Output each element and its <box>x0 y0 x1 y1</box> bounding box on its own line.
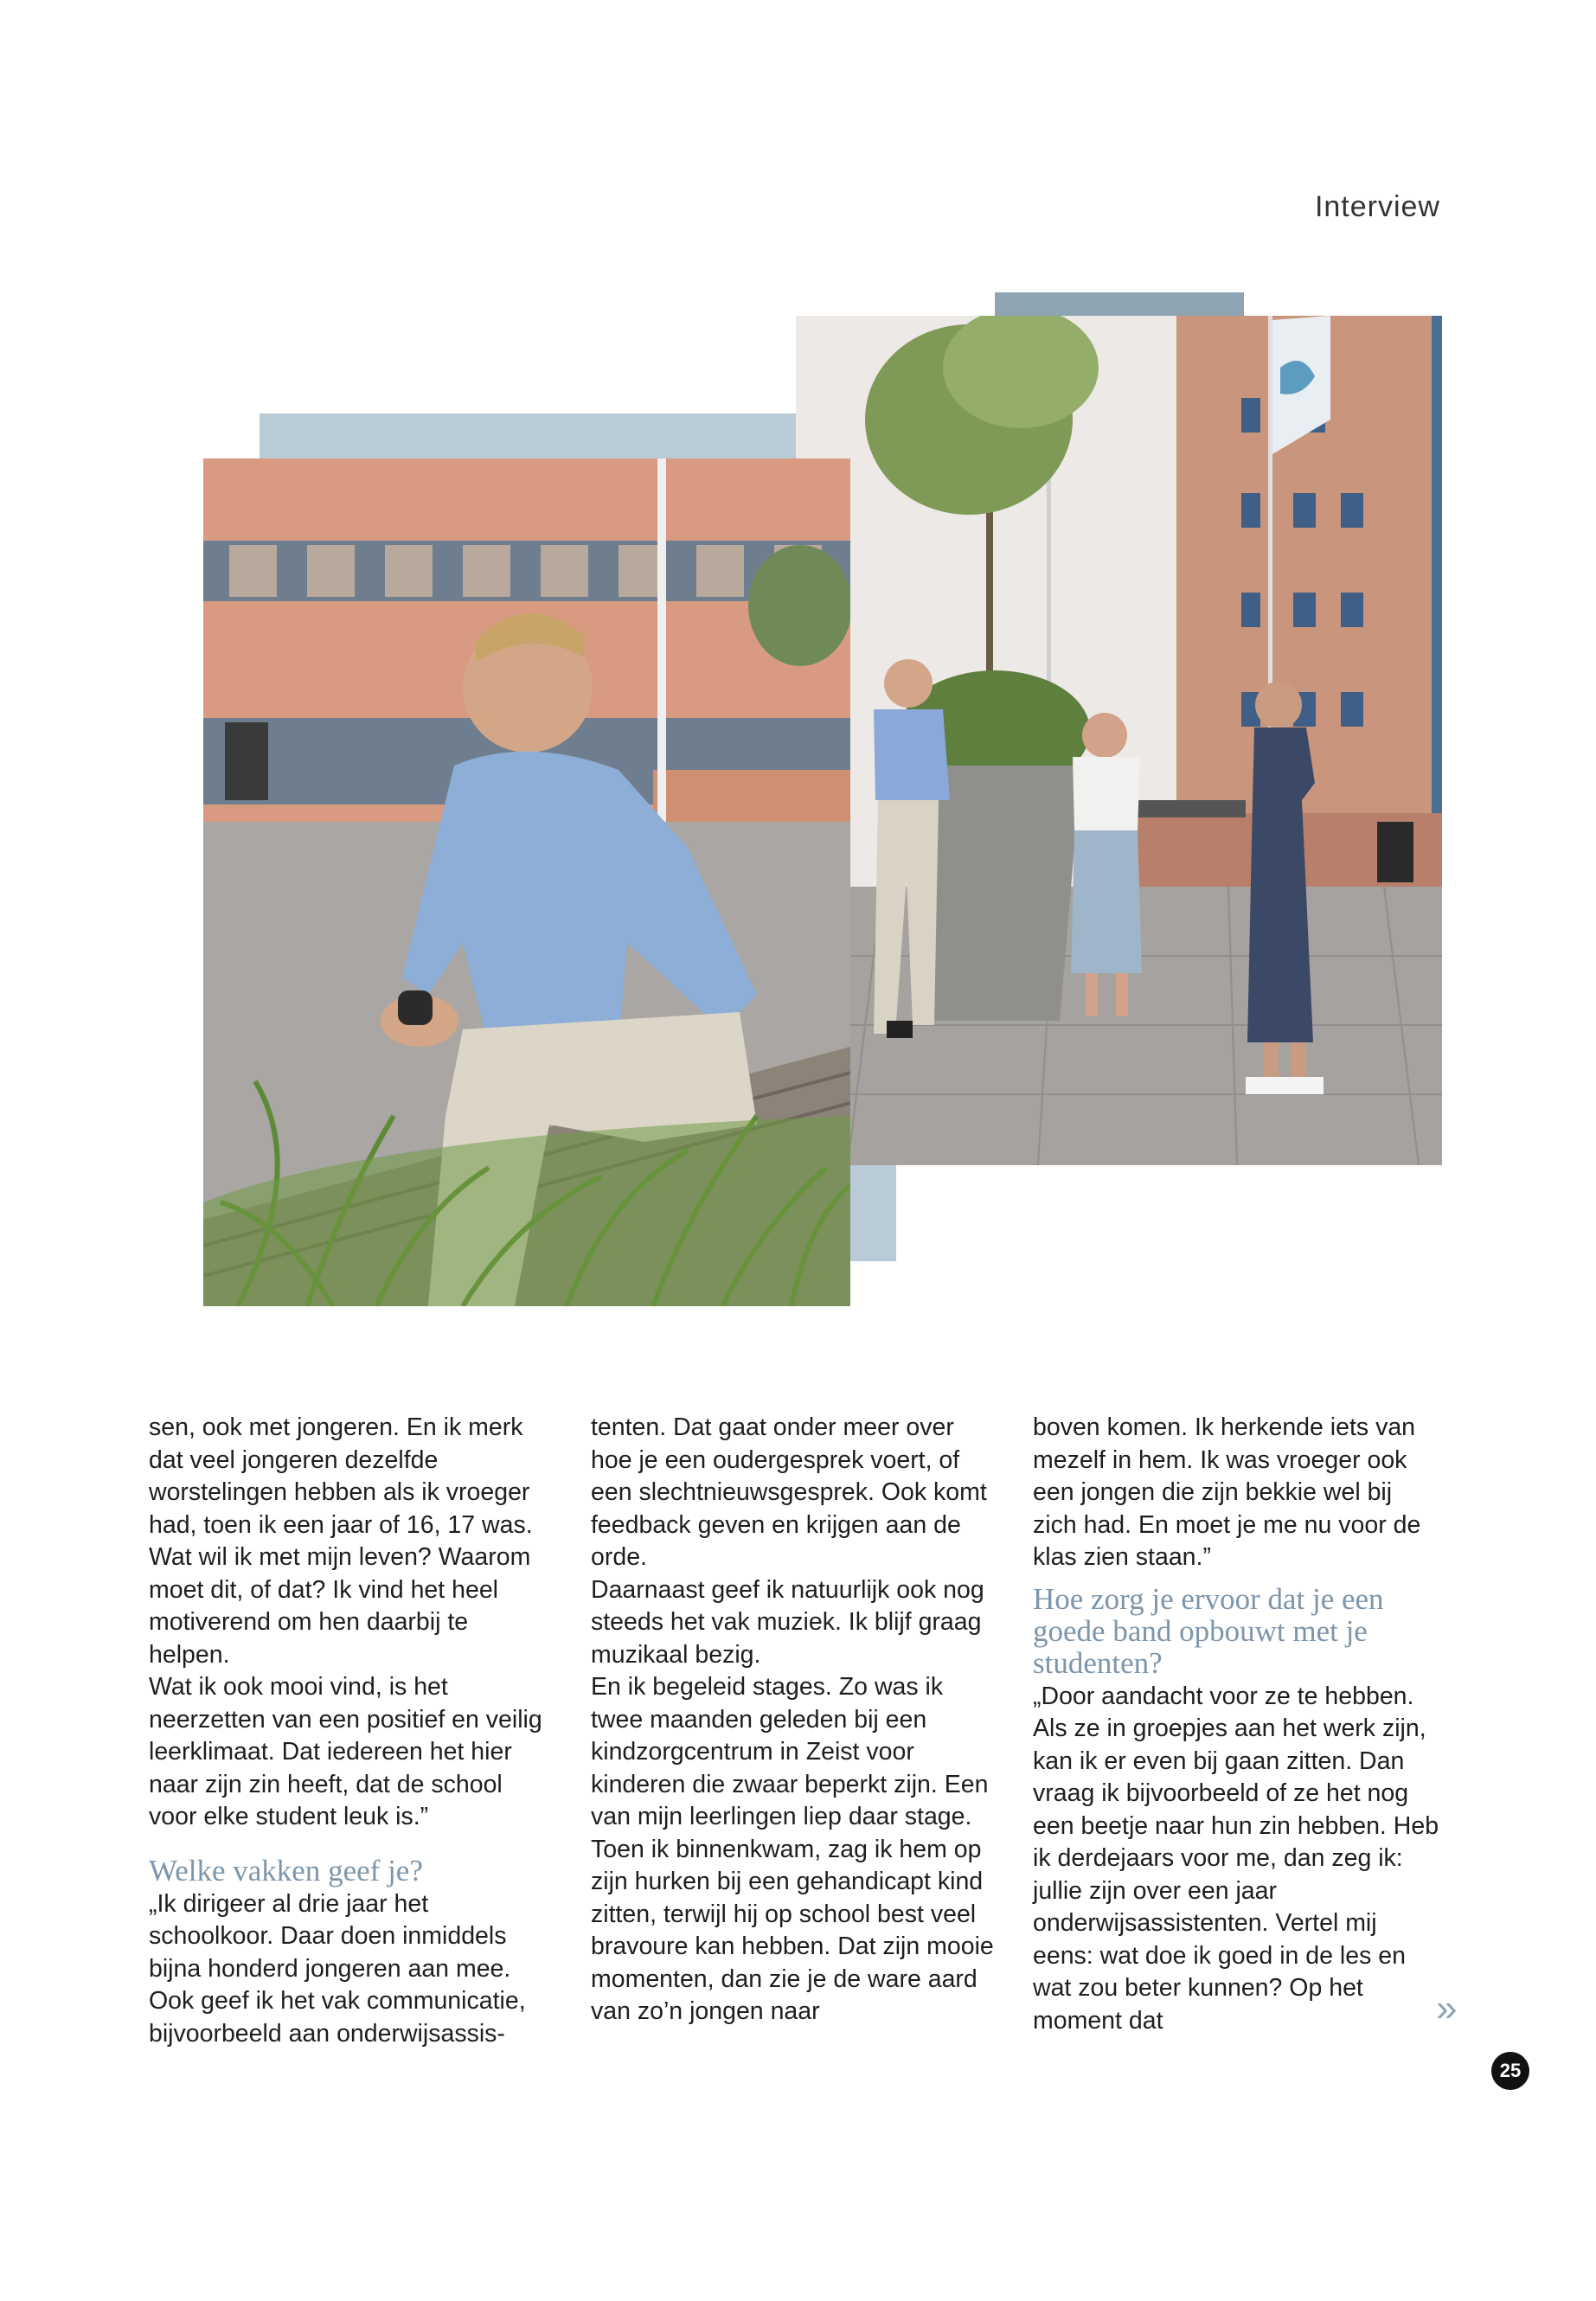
text-column-2 <box>591 1412 997 2029</box>
col1-paragraph-3: „Ik dirigeer al drie jaar het schoolkoor. Daar doen inmiddels bijna honderd jongeren aan mee. <box>149 1889 511 1983</box>
col3-heading: Hoe zorg je ervoor dat je een goede band opbouwt met je studenten? <box>1033 1581 1384 1680</box>
col1-heading: Welke vakken geef je? <box>149 1853 423 1888</box>
col1-paragraph-4: Ook geef ik het vak communicatie, bijvoorbeeld aan onderwijsassis- <box>149 1987 526 2048</box>
col1-paragraph-1: sen, ook met jongeren. En ik merk dat veel jongeren dezelfde worstelingen hebben als ik vroeger had, toen ik een jaar of 16, 17 was. Wat wil ik met mijn leven? Waarom moet dit, of dat? Ik vind het heel motiverend om hen daarbij te helpen. <box>149 1413 533 1669</box>
section-label: Interview <box>1314 190 1440 223</box>
page-number-badge: 25 <box>1491 2052 1529 2090</box>
col2-paragraph-1: tenten. Dat gaat onder meer over hoe je een oudergesprek voert, of een slechtnieuwsgesprek. Ook komt feedback geven en krijgen aan de orde. <box>591 1413 987 1571</box>
col1-paragraph-2: Wat ik ook mooi vind, is het neerzetten van een positief en veilig leerklimaat. Dat iedereen het hier naar zijn zin heeft, dat de school voor elke student leuk is.” <box>149 1673 542 1830</box>
photo-teacher-seated <box>203 458 850 1306</box>
photo-group-outdoors <box>796 316 1442 1165</box>
col2-paragraph-2: Daarnaast geef ik natuurlijk ook nog steeds het vak muziek. Ik blijf graag muzikaal bezig. <box>591 1575 984 1669</box>
text-column-3 <box>1033 1412 1439 2037</box>
col3-paragraph-2: „Door aandacht voor ze te hebben. Als ze in groepjes aan het werk zijn, kan ik er even bij gaan zitten. Dan vraag ik bijvoorbeeld of ze het nog een beetje naar hun zin hebben. Heb ik derdejaars voor me, dan zeg ik: jullie zijn over een jaar onderwijsassistenten. Vertel mij eens: wat doe ik goed in de les en wat zou beter kunnen? Op het moment dat <box>1033 1682 1439 2035</box>
col2-paragraph-3: En ik begeleid stages. Zo was ik twee maanden geleden bij een kindzorgcentrum in Zeist voor kinderen die zwaar beperkt zijn. Een van mijn leerlingen liep daar stage. Toen ik binnenkwam, zag ik hem op zijn hurken bij een gehandicapt kind zitten, terwijl hij op school best veel bravoure kan hebben. Dat zijn mooie momenten, dan zie je de ware aard van zo’n jongen naar <box>591 1673 994 2025</box>
text-column-1 <box>149 1412 555 2050</box>
continue-arrow-icon: » <box>1436 1987 1458 2029</box>
col3-paragraph-1: boven komen. Ik herkende iets van mezelf in hem. Ik was vroeger ook een jongen die zijn bekkie wel bij zich had. En moet je me nu voor de klas zien staan.” <box>1033 1413 1421 1571</box>
